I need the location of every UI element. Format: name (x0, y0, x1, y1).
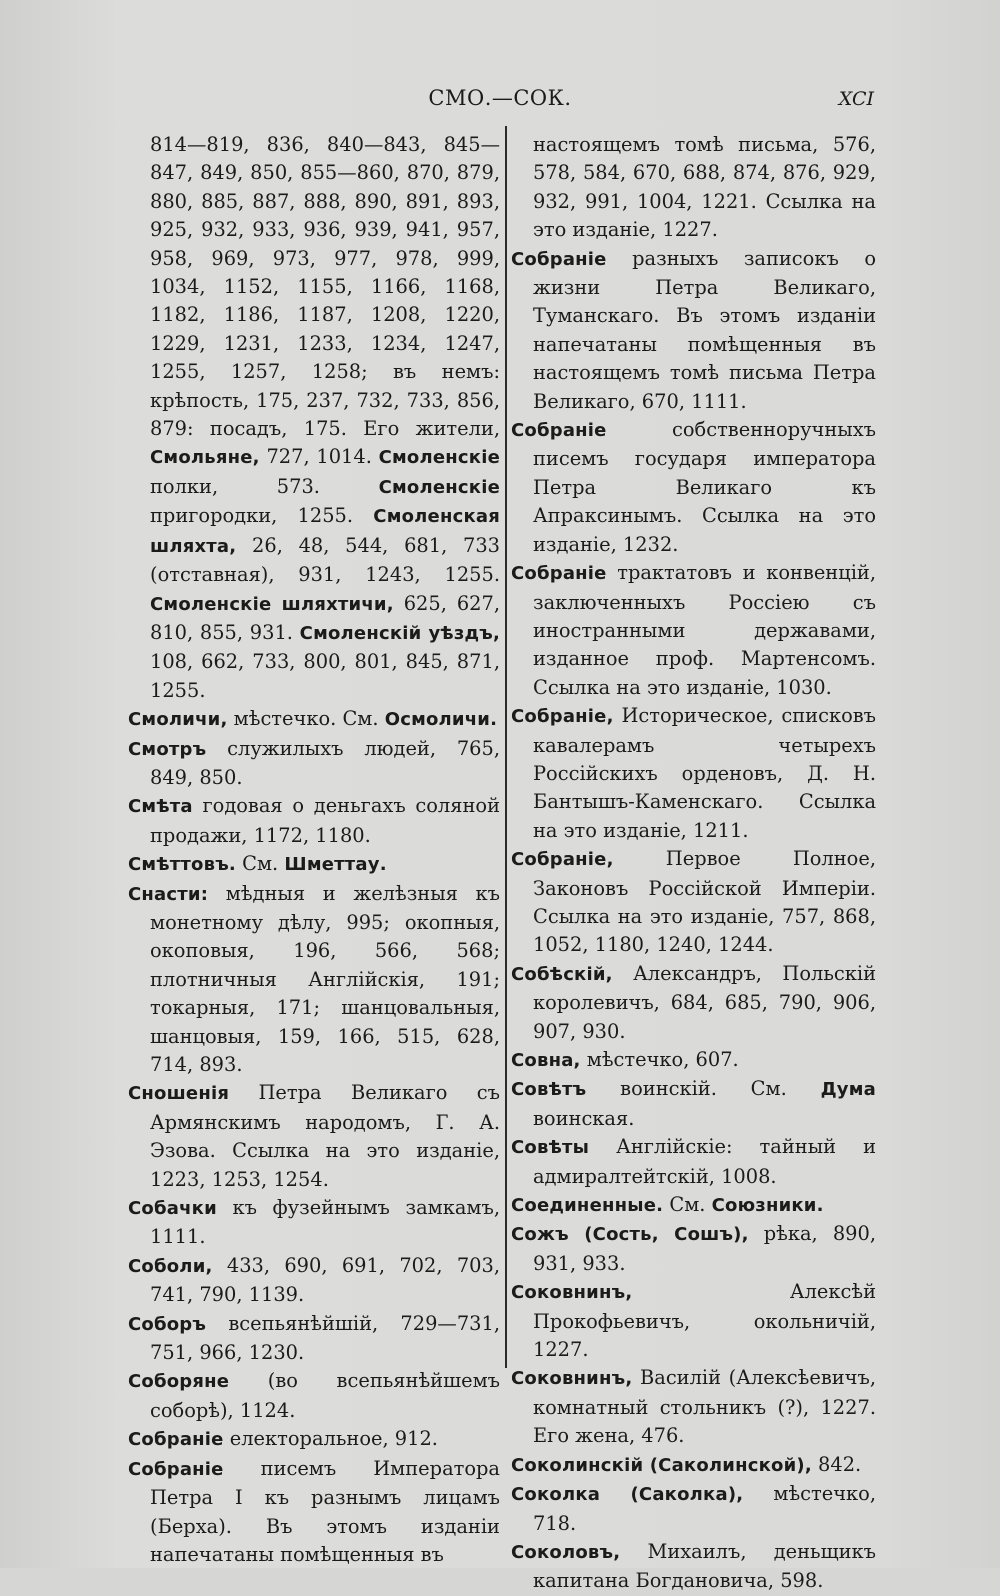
index-headword: Смоленскій уѣздъ, (299, 622, 500, 644)
index-headword: Осмоличи. (384, 709, 498, 731)
index-entry (511, 1046, 876, 1075)
index-headword: Собраніе, (511, 706, 614, 728)
index-entry-text: мѣстечко, 607. (580, 1048, 739, 1071)
left-index-column (128, 131, 500, 1569)
index-headword: Собраніе (511, 563, 607, 585)
index-headword: Собраніе, (511, 849, 614, 871)
index-entry (511, 1538, 876, 1596)
index-entry-text: См. (235, 852, 285, 876)
index-headword: Сношенія (128, 1083, 230, 1105)
index-headword: Соколовъ, (511, 1541, 621, 1563)
column-divider (505, 126, 507, 1368)
index-entry (511, 845, 876, 960)
index-headword: Соборяне (128, 1371, 230, 1393)
index-headword: Смотръ (128, 738, 207, 760)
index-entry-text: 842. (811, 1452, 862, 1476)
index-entry (128, 1252, 500, 1310)
index-entry-text: 625, 627, 810, 855, 931. (150, 591, 500, 644)
index-headword: Собраніе (511, 248, 607, 270)
index-headword: Совѣты (511, 1137, 590, 1159)
index-entry-text: рѣка, 890, 931, 933. (533, 1222, 876, 1275)
index-entry (128, 792, 500, 850)
index-entry (128, 705, 500, 734)
index-headword: Союзники. (711, 1195, 824, 1217)
index-entry (511, 1364, 876, 1450)
index-headword: Собѣскій, (511, 963, 613, 985)
index-headword: Снасти: (128, 883, 209, 905)
index-entry (128, 880, 500, 1080)
index-entry-text: настоящемъ томѣ письма, 576, 578, 584, 670, 688, 874, 876, 929, 932, 991, 1004, 1221. Ссылка на это изданіе, 1227. (533, 133, 876, 242)
index-entry-text: трактатовъ и конвенцій, заключенныхъ Россіею съ иностранными державами, изданное проф. Мартенсомъ. Ссылка на это изданіе, 1030. (533, 561, 876, 699)
index-entry-continuation (150, 131, 500, 705)
index-entry-text: пригородки, 1255. (150, 504, 374, 528)
index-entry (511, 960, 876, 1046)
index-entry (128, 1367, 500, 1425)
index-entry-text: Историческое, списковъ кавалерамъ четырехъ Россійскихъ орденовъ, Д. Н. Бантышъ-Каменскаго. Ссылка на это изданіе, 1211. (533, 704, 876, 842)
index-entry-text: собственноручныхъ писемъ государя императора Петра Великаго къ Апраксинымъ. Ссылка на это изданіе, 1232. (533, 418, 876, 556)
index-entry-text: 433, 690, 691, 702, 703, 741, 790, 1139. (150, 1253, 500, 1307)
index-entry-text: Александръ, Польскій королевичъ, 684, 685, 790, 906, 907, 930. (533, 961, 876, 1043)
index-entry-text: всепьянѣйшій, 729—731, 751, 966, 1230. (150, 1311, 500, 1365)
index-headword: Собраніе (511, 420, 607, 442)
index-entry-continuation (533, 131, 876, 245)
index-entry (511, 559, 876, 702)
index-entry-text: 26, 48, 544, 681, 733 (отставная), 931, 1243, 1255. (150, 533, 500, 587)
index-headword: Собачки (128, 1198, 217, 1220)
index-entry (128, 1310, 500, 1368)
index-entry-text: къ фузейнымъ замкамъ, 1111. (150, 1196, 500, 1249)
index-headword: Соколинскій (Саколинской), (511, 1454, 812, 1476)
index-entry-text: служилыхъ людей, 765, 849, 850. (150, 736, 500, 789)
index-headword: Смоленскіе (378, 447, 500, 469)
index-entry-text: годовая о деньгахъ соляной продажи, 1172, 1180. (150, 794, 500, 847)
index-entry (511, 245, 876, 416)
running-head (0, 86, 1000, 116)
index-headword: Совна, (511, 1050, 581, 1071)
running-head-title: СМО.—СОК. (428, 86, 572, 110)
index-entry-text: разныхъ записокъ о жизни Петра Великаго, Туманскаго. Въ этомъ изданіи напечатаны помѣщенныя въ настоящемъ томѣ письма Петра Великаго, 670, 1111. (533, 246, 876, 413)
index-headword: Смоленская шляхта, (150, 506, 500, 557)
index-entry-text: Англійскіе: тайный и адмиралтейтскій, 1008. (533, 1135, 876, 1188)
index-entry-text: См. (663, 1193, 712, 1217)
index-entry (511, 1220, 876, 1278)
index-entry-text: 727, 1014. (259, 445, 379, 469)
index-entry (511, 416, 876, 559)
index-entry-text: Первое Полное, Законовъ Россійской Имперіи. Ссылка на это изданіе, 757, 868, 1052, 1180, 1240, 1244. (533, 847, 876, 957)
index-entry (511, 1278, 876, 1364)
index-headword: Смоленскіе шляхтичи, (150, 593, 394, 615)
index-headword: Соковнинъ, (511, 1282, 633, 1304)
index-entry-text: воинскій. См. (586, 1077, 821, 1101)
index-entry (128, 1455, 500, 1570)
index-headword: Соколка (Саколка), (511, 1484, 744, 1506)
index-entry (511, 1480, 876, 1538)
index-entry (128, 1425, 500, 1454)
index-entry-text: 108, 662, 733, 800, 801, 845, 871, 1255. (150, 650, 500, 702)
index-entry-text: електоральное, 912. (223, 1427, 438, 1451)
index-entry (511, 1191, 876, 1220)
index-headword: Собраніе (128, 1458, 224, 1480)
index-headword: Смѣттовъ. (128, 854, 236, 876)
index-entry (511, 1133, 876, 1191)
index-headword: Смѣта (128, 796, 193, 818)
index-headword: Совѣтъ (511, 1079, 587, 1101)
right-index-column (511, 131, 876, 1596)
index-entry-text: 814—819, 836, 840—843, 845—847, 849, 850, 855—860, 870, 879, 880, 885, 887, 888, 890, 891, 893, 925, 932, 933, 936, 939, 941, 957, 958, 969, 973, 977, 978, 999, 1034, 1152, 1155, 1166, 1168, 1182, 1186, 1187, 1208, 1220, 1229, 1231, 1233, 1234, 1247, 1255, 1257, 1258; въ немъ: крѣпость, 175, 237, 732, 733, 856, 879: посадъ, 175. Его жители, (150, 133, 500, 441)
index-entry-text: мѣстечко, 718. (533, 1482, 876, 1535)
index-entry-text: Михаилъ, деньщикъ капитана Богдановича, 598. (533, 1539, 876, 1593)
index-entry-text: Петра Великаго съ Армянскимъ народомъ, Г. А. Эзова. Ссылка на это изданіе, 1223, 1253, 1254. (150, 1081, 500, 1191)
index-entry-text: Василій (Алексѣевичъ, комнатный стольникъ (?), 1227. Его жена, 476. (533, 1366, 876, 1448)
index-entry (128, 735, 500, 793)
page-number: XCI (838, 88, 874, 110)
index-entry-text: полки, 573. (150, 474, 379, 498)
index-entry (128, 1194, 500, 1252)
index-headword: Соборъ (128, 1313, 207, 1335)
index-entry-text: мѣстечко. См. (227, 707, 385, 731)
index-entry-text: воинская. (533, 1106, 635, 1130)
index-entry (511, 1075, 876, 1133)
index-headword: Смоличи, (128, 709, 228, 731)
index-entry (511, 702, 876, 845)
index-headword: Соковнинъ, (511, 1368, 633, 1390)
index-headword: Дума (820, 1079, 876, 1101)
index-entry (511, 1451, 876, 1480)
index-headword: Смоленскіе (378, 476, 500, 498)
index-headword: Соединенные. (511, 1195, 664, 1217)
index-entry-text: писемъ Императора Петра I къ разнымъ лицамъ (Берха). Въ этомъ изданіи напечатаны помѣщенныя въ (150, 1456, 500, 1566)
index-entry-text: мѣдныя и желѣзныя къ монетному дѣлу, 995; окопныя, окоповыя, 196, 566, 568; плотничныя Англійскія, 191; токарныя, 171; шанцовальныя, шанцовыя, 159, 166, 515, 628, 714, 893. (150, 881, 500, 1076)
index-entry (128, 1079, 500, 1194)
index-entry-text: (во всепьянѣйшемъ соборѣ), 1124. (150, 1369, 500, 1422)
index-headword: Смольяне, (150, 447, 260, 469)
index-entry (128, 850, 500, 879)
index-headword: Шметтау. (284, 854, 387, 876)
index-entry-text: Алексѣй Прокофьевичъ, окольничій, 1227. (533, 1280, 876, 1362)
index-headword: Соболи, (128, 1255, 213, 1277)
index-headword: Сожъ (Сость, Сошъ), (511, 1224, 749, 1246)
index-headword: Собраніе (128, 1429, 224, 1451)
